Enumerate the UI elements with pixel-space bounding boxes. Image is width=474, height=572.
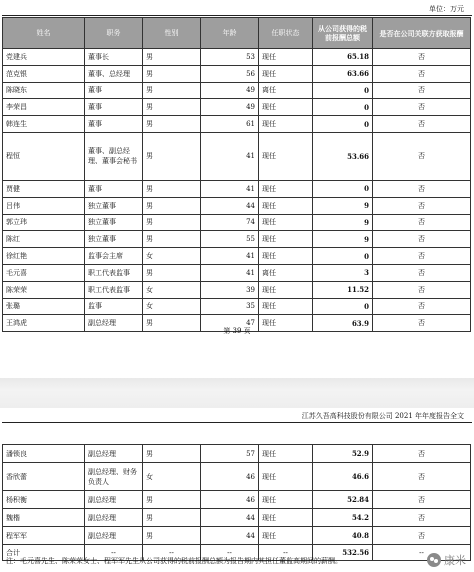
table-row bbox=[3, 298, 471, 315]
cell-related: 否 bbox=[373, 298, 471, 315]
cell-status: 现任 bbox=[259, 281, 313, 298]
cell-status: -- bbox=[259, 545, 313, 561]
footnote: 注：毛元喜先生、陈荣荣女士、程军军先生从公司获得的税前报酬总额为报告期内其担任董监高期间的薪酬。 bbox=[6, 557, 342, 565]
cell-status: 现任 bbox=[259, 231, 313, 248]
cell-name: 韩连生 bbox=[3, 116, 85, 133]
cell-title: 董事、副总经理、董事会秘书 bbox=[85, 132, 143, 180]
cell-age: 57 bbox=[201, 445, 259, 463]
cell-gender: 男 bbox=[143, 231, 201, 248]
cell-age: 35 bbox=[201, 298, 259, 315]
cell-age: 39 bbox=[201, 281, 259, 298]
wechat-icon bbox=[427, 553, 441, 567]
cell-pay: 40.8 bbox=[313, 527, 373, 545]
cell-age: 56 bbox=[201, 65, 259, 82]
header-gender: 性别 bbox=[143, 18, 201, 49]
header-status: 任职状态 bbox=[259, 18, 313, 49]
table-row bbox=[3, 49, 471, 66]
watermark-text: 康米 bbox=[444, 554, 466, 567]
table-row bbox=[3, 197, 471, 214]
cell-status: 离任 bbox=[259, 82, 313, 99]
cell-pay: 9 bbox=[313, 214, 373, 231]
cell-gender: 男 bbox=[143, 509, 201, 527]
cell-related: 否 bbox=[373, 180, 471, 197]
table-row bbox=[3, 99, 471, 116]
cell-related: 否 bbox=[373, 315, 471, 332]
cell-gender: 女 bbox=[143, 298, 201, 315]
cell-related: -- bbox=[373, 545, 471, 561]
cell-title: 职工代表监事 bbox=[85, 281, 143, 298]
header-pay: 从公司获得的税前报酬总额 bbox=[313, 18, 373, 49]
cell-age: 44 bbox=[201, 527, 259, 545]
cell-related: 否 bbox=[373, 214, 471, 231]
cell-related: 否 bbox=[373, 65, 471, 82]
cell-related: 否 bbox=[373, 264, 471, 281]
cell-name: 范克银 bbox=[3, 65, 85, 82]
cell-title: 副总经理 bbox=[85, 509, 143, 527]
cell-pay: 0 bbox=[313, 298, 373, 315]
unit-label: 单位：万元 bbox=[429, 5, 464, 13]
cell-name: 郭立玮 bbox=[3, 214, 85, 231]
cell-name: 毛元喜 bbox=[3, 264, 85, 281]
cell-related: 否 bbox=[373, 527, 471, 545]
cell-name: 王鸿虎 bbox=[3, 315, 85, 332]
cell-age: 41 bbox=[201, 264, 259, 281]
cell-status: 现任 bbox=[259, 197, 313, 214]
cell-gender: 女 bbox=[143, 248, 201, 265]
cell-gender: 男 bbox=[143, 491, 201, 509]
cell-status: 现任 bbox=[259, 214, 313, 231]
cell-pay: 3 bbox=[313, 264, 373, 281]
report-page-40 bbox=[0, 408, 474, 572]
cell-name: 吕伟 bbox=[3, 197, 85, 214]
table-row bbox=[3, 491, 471, 509]
cell-pay: 46.6 bbox=[313, 463, 373, 491]
header-related: 是否在公司关联方获取报酬 bbox=[373, 18, 471, 49]
cell-title: -- bbox=[85, 545, 143, 561]
cell-status: 现任 bbox=[259, 509, 313, 527]
cell-name: 徐红艳 bbox=[3, 248, 85, 265]
cell-name: 陈荣荣 bbox=[3, 281, 85, 298]
cell-age: 53 bbox=[201, 49, 259, 66]
cell-age: 74 bbox=[201, 214, 259, 231]
cell-status: 现任 bbox=[259, 527, 313, 545]
cell-title: 监事会主席 bbox=[85, 248, 143, 265]
cell-status: 现任 bbox=[259, 491, 313, 509]
compensation-table-continued bbox=[2, 444, 471, 561]
cell-pay: 532.56 bbox=[313, 545, 373, 561]
cell-pay: 11.52 bbox=[313, 281, 373, 298]
cell-name: 合计 bbox=[3, 545, 85, 561]
cell-related: 否 bbox=[373, 445, 471, 463]
cell-status: 现任 bbox=[259, 132, 313, 180]
cell-related: 否 bbox=[373, 116, 471, 133]
cell-pay: 52.84 bbox=[313, 491, 373, 509]
cell-status: 离任 bbox=[259, 264, 313, 281]
table-row bbox=[3, 509, 471, 527]
table-row bbox=[3, 264, 471, 281]
table-row bbox=[3, 116, 471, 133]
cell-name: 张璐 bbox=[3, 298, 85, 315]
cell-age: 46 bbox=[201, 491, 259, 509]
cell-title: 独立董事 bbox=[85, 214, 143, 231]
table-row bbox=[3, 82, 471, 99]
cell-age: 49 bbox=[201, 99, 259, 116]
cell-related: 否 bbox=[373, 463, 471, 491]
table-header-row bbox=[3, 18, 471, 49]
header-age: 年龄 bbox=[201, 18, 259, 49]
cell-name: 陈红 bbox=[3, 231, 85, 248]
cell-pay: 54.2 bbox=[313, 509, 373, 527]
cell-pay: 0 bbox=[313, 116, 373, 133]
header-name: 姓名 bbox=[3, 18, 85, 49]
cell-status: 现任 bbox=[259, 248, 313, 265]
cell-age: 49 bbox=[201, 82, 259, 99]
cell-name: 杨积衡 bbox=[3, 491, 85, 509]
header-rule bbox=[2, 15, 472, 16]
table-row bbox=[3, 132, 471, 180]
cell-title: 副总经理、财务负责人 bbox=[85, 463, 143, 491]
cell-related: 否 bbox=[373, 231, 471, 248]
cell-gender: 男 bbox=[143, 132, 201, 180]
cell-title: 董事 bbox=[85, 99, 143, 116]
cell-gender: 女 bbox=[143, 463, 201, 491]
cell-title: 董事 bbox=[85, 82, 143, 99]
table-row bbox=[3, 527, 471, 545]
table-row bbox=[3, 180, 471, 197]
cell-pay: 63.66 bbox=[313, 65, 373, 82]
cell-pay: 53.66 bbox=[313, 132, 373, 180]
page-number: 第 39 页 bbox=[223, 327, 251, 335]
cell-name: 党建兵 bbox=[3, 49, 85, 66]
cell-gender: 男 bbox=[143, 82, 201, 99]
cell-gender: 男 bbox=[143, 197, 201, 214]
table-row bbox=[3, 65, 471, 82]
cell-gender: 男 bbox=[143, 315, 201, 332]
cell-related: 否 bbox=[373, 49, 471, 66]
cell-gender: 男 bbox=[143, 527, 201, 545]
cell-pay: 65.18 bbox=[313, 49, 373, 66]
cell-name: 程军军 bbox=[3, 527, 85, 545]
cell-related: 否 bbox=[373, 248, 471, 265]
cell-name: 陈晓东 bbox=[3, 82, 85, 99]
cell-title: 副总经理 bbox=[85, 527, 143, 545]
cell-gender: 男 bbox=[143, 49, 201, 66]
cell-age: 41 bbox=[201, 180, 259, 197]
cell-name: 程恒 bbox=[3, 132, 85, 180]
cell-status: 现任 bbox=[259, 445, 313, 463]
cell-gender: 男 bbox=[143, 264, 201, 281]
cell-status: 现任 bbox=[259, 298, 313, 315]
cell-pay: 9 bbox=[313, 197, 373, 214]
cell-gender: 男 bbox=[143, 214, 201, 231]
cell-status: 现任 bbox=[259, 99, 313, 116]
cell-pay: 52.9 bbox=[313, 445, 373, 463]
cell-title: 职工代表监事 bbox=[85, 264, 143, 281]
table-row bbox=[3, 231, 471, 248]
cell-gender: 男 bbox=[143, 180, 201, 197]
cell-related: 否 bbox=[373, 99, 471, 116]
cell-related: 否 bbox=[373, 509, 471, 527]
cell-age: 41 bbox=[201, 132, 259, 180]
cell-related: 否 bbox=[373, 281, 471, 298]
cell-age: 55 bbox=[201, 231, 259, 248]
cell-name: 香欣蕾 bbox=[3, 463, 85, 491]
table-row bbox=[3, 463, 471, 491]
cell-title: 监事 bbox=[85, 298, 143, 315]
cell-related: 否 bbox=[373, 197, 471, 214]
cell-name: 李荣昌 bbox=[3, 99, 85, 116]
header-rule bbox=[2, 422, 472, 423]
cell-status: 现任 bbox=[259, 49, 313, 66]
cell-name: 贾健 bbox=[3, 180, 85, 197]
cell-age: 46 bbox=[201, 463, 259, 491]
table-body bbox=[3, 49, 471, 332]
header-title: 职务 bbox=[85, 18, 143, 49]
cell-gender: 男 bbox=[143, 99, 201, 116]
table-row bbox=[3, 445, 471, 463]
table-row bbox=[3, 281, 471, 298]
cell-title: 副总经理 bbox=[85, 315, 143, 332]
cell-pay: 0 bbox=[313, 248, 373, 265]
cell-pay: 63.9 bbox=[313, 315, 373, 332]
cell-pay: 0 bbox=[313, 82, 373, 99]
table-body bbox=[3, 445, 471, 561]
cell-name: 潘锁良 bbox=[3, 445, 85, 463]
cell-title: 副总经理 bbox=[85, 491, 143, 509]
cell-status: 现任 bbox=[259, 315, 313, 332]
cell-gender: -- bbox=[143, 545, 201, 561]
cell-age: 44 bbox=[201, 509, 259, 527]
watermark bbox=[427, 552, 466, 568]
cell-status: 现任 bbox=[259, 116, 313, 133]
table-row bbox=[3, 248, 471, 265]
cell-name: 魏楷 bbox=[3, 509, 85, 527]
cell-title: 独立董事 bbox=[85, 231, 143, 248]
compensation-table bbox=[2, 17, 471, 332]
cell-pay: 9 bbox=[313, 231, 373, 248]
cell-gender: 女 bbox=[143, 281, 201, 298]
cell-status: 现任 bbox=[259, 180, 313, 197]
cell-age: 44 bbox=[201, 197, 259, 214]
cell-age: 61 bbox=[201, 116, 259, 133]
table-row bbox=[3, 214, 471, 231]
cell-age: 41 bbox=[201, 248, 259, 265]
page-gap bbox=[0, 378, 474, 408]
cell-gender: 男 bbox=[143, 65, 201, 82]
cell-pay: 0 bbox=[313, 99, 373, 116]
cell-title: 副总经理 bbox=[85, 445, 143, 463]
cell-related: 否 bbox=[373, 491, 471, 509]
cell-title: 董事 bbox=[85, 116, 143, 133]
cell-title: 董事、总经理 bbox=[85, 65, 143, 82]
cell-related: 否 bbox=[373, 82, 471, 99]
cell-related: 否 bbox=[373, 132, 471, 180]
cell-age: 47 bbox=[201, 315, 259, 332]
cell-title: 董事长 bbox=[85, 49, 143, 66]
cell-status: 现任 bbox=[259, 463, 313, 491]
cell-gender: 男 bbox=[143, 445, 201, 463]
running-title: 江苏久吾高科技股份有限公司 2021 年年度报告全文 bbox=[301, 412, 464, 420]
cell-age: -- bbox=[201, 545, 259, 561]
cell-pay: 0 bbox=[313, 180, 373, 197]
cell-status: 现任 bbox=[259, 65, 313, 82]
cell-gender: 男 bbox=[143, 116, 201, 133]
cell-title: 独立董事 bbox=[85, 197, 143, 214]
cell-title: 董事 bbox=[85, 180, 143, 197]
